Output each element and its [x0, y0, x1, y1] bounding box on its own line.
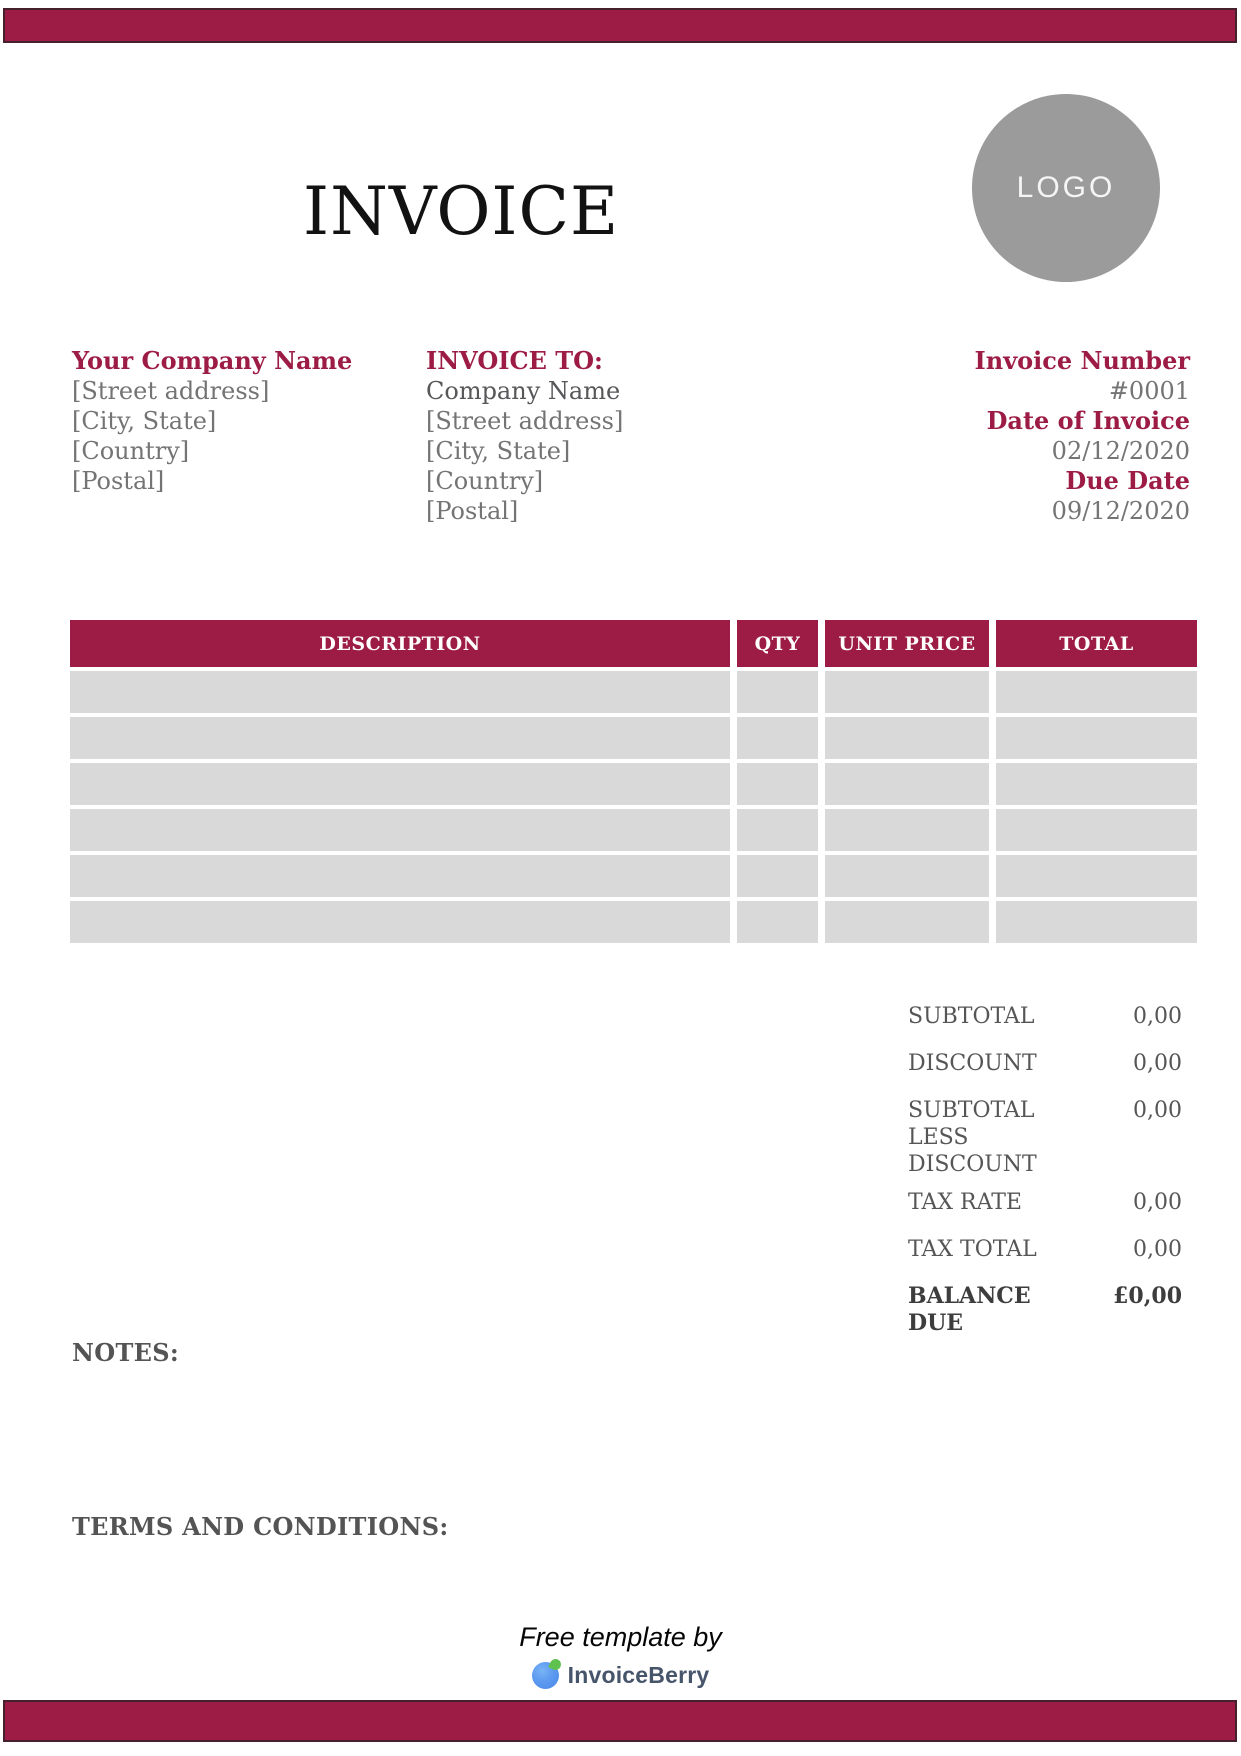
tax-total-value: 0,00	[1133, 1237, 1182, 1262]
subtotal-label: SUBTOTAL	[908, 1004, 1035, 1029]
unit-price-cell	[825, 763, 989, 805]
items-table-header	[70, 620, 1197, 667]
qty-cell	[737, 763, 818, 805]
qty-cell	[737, 901, 818, 943]
total-cell	[996, 901, 1197, 943]
totals-block	[908, 1003, 1182, 1336]
items-table-empty-row	[70, 717, 1197, 759]
tax-rate-value: 0,00	[1133, 1190, 1182, 1215]
description-cell	[70, 763, 730, 805]
total-cell	[996, 763, 1197, 805]
tax-total-label: TAX TOTAL	[908, 1237, 1037, 1262]
discount-row	[908, 1050, 1182, 1077]
subtotal-less-discount-label: SUBTOTAL LESS DISCOUNT	[908, 1098, 1037, 1177]
qty-cell	[737, 855, 818, 897]
column-header-total: TOTAL	[996, 620, 1197, 667]
top-accent-bar	[3, 8, 1237, 43]
column-header-description: DESCRIPTION	[70, 620, 730, 667]
client-address-line: [City, State]	[426, 437, 571, 465]
notes-heading: NOTES:	[72, 1338, 179, 1367]
client-company-name: Company Name	[426, 377, 621, 405]
items-table-empty-row	[70, 671, 1197, 713]
invoice-to-block	[426, 346, 623, 526]
unit-price-cell	[825, 717, 989, 759]
company-name: Your Company Name	[72, 346, 353, 375]
invoice-number-label: Invoice Number	[974, 346, 1190, 375]
company-address-line: [Street address]	[72, 377, 270, 405]
total-cell	[996, 717, 1197, 759]
unit-price-cell	[825, 671, 989, 713]
due-date-value: 09/12/2020	[1051, 497, 1190, 525]
invoice-date-value: 02/12/2020	[1051, 437, 1190, 465]
company-block	[72, 346, 352, 496]
description-cell	[70, 717, 730, 759]
tax-total-row	[908, 1236, 1182, 1263]
items-table	[70, 620, 1197, 943]
subtotal-less-discount-value: 0,00	[1133, 1098, 1182, 1123]
balance-due-value: £0,00	[1113, 1283, 1182, 1309]
client-address-line: [Street address]	[426, 407, 624, 435]
unit-price-cell	[825, 901, 989, 943]
items-table-empty-row	[70, 855, 1197, 897]
tax-rate-row	[908, 1189, 1182, 1216]
due-date-label: Due Date	[1065, 466, 1190, 495]
client-address-line: [Country]	[426, 467, 544, 495]
brand-name: InvoiceBerry	[567, 1661, 710, 1688]
description-cell	[70, 809, 730, 851]
subtotal-row	[908, 1003, 1182, 1030]
description-cell	[70, 671, 730, 713]
column-header-unit-price: UNIT PRICE	[825, 620, 989, 667]
column-header-qty: QTY	[737, 620, 818, 667]
footer-tagline: Free template by	[519, 1622, 722, 1652]
total-cell	[996, 671, 1197, 713]
subtotal-less-discount-row	[908, 1097, 1182, 1178]
items-table-empty-row	[70, 763, 1197, 805]
qty-cell	[737, 671, 818, 713]
logo-placeholder	[972, 94, 1160, 282]
company-address-line: [Postal]	[72, 467, 165, 495]
balance-due-label: BALANCE DUE	[908, 1283, 1031, 1336]
unit-price-cell	[825, 855, 989, 897]
total-cell	[996, 855, 1197, 897]
company-address-line: [City, State]	[72, 407, 217, 435]
discount-label: DISCOUNT	[908, 1051, 1037, 1076]
logo-text: LOGO	[1016, 171, 1116, 204]
qty-cell	[737, 809, 818, 851]
client-address-line: [Postal]	[426, 497, 519, 525]
description-cell	[70, 855, 730, 897]
bottom-accent-bar	[3, 1700, 1237, 1742]
balance-due-row	[908, 1283, 1182, 1337]
invoice-date-label: Date of Invoice	[986, 406, 1190, 435]
company-address-line: [Country]	[72, 437, 190, 465]
items-table-empty-row	[70, 809, 1197, 851]
qty-cell	[737, 717, 818, 759]
description-cell	[70, 901, 730, 943]
unit-price-cell	[825, 809, 989, 851]
invoice-meta-block	[975, 346, 1190, 526]
page-title: INVOICE	[303, 173, 620, 250]
tax-rate-label: TAX RATE	[908, 1190, 1022, 1215]
subtotal-value: 0,00	[1133, 1004, 1182, 1029]
invoice-number-value: #0001	[1108, 377, 1190, 405]
terms-heading: TERMS AND CONDITIONS:	[72, 1512, 449, 1541]
leaf-icon	[548, 1657, 563, 1672]
invoice-to-heading: INVOICE TO:	[426, 346, 603, 375]
discount-value: 0,00	[1133, 1051, 1182, 1076]
brand-row	[0, 1661, 1241, 1689]
items-table-empty-row	[70, 901, 1197, 943]
invoiceberry-berry-icon	[532, 1662, 559, 1689]
total-cell	[996, 809, 1197, 851]
